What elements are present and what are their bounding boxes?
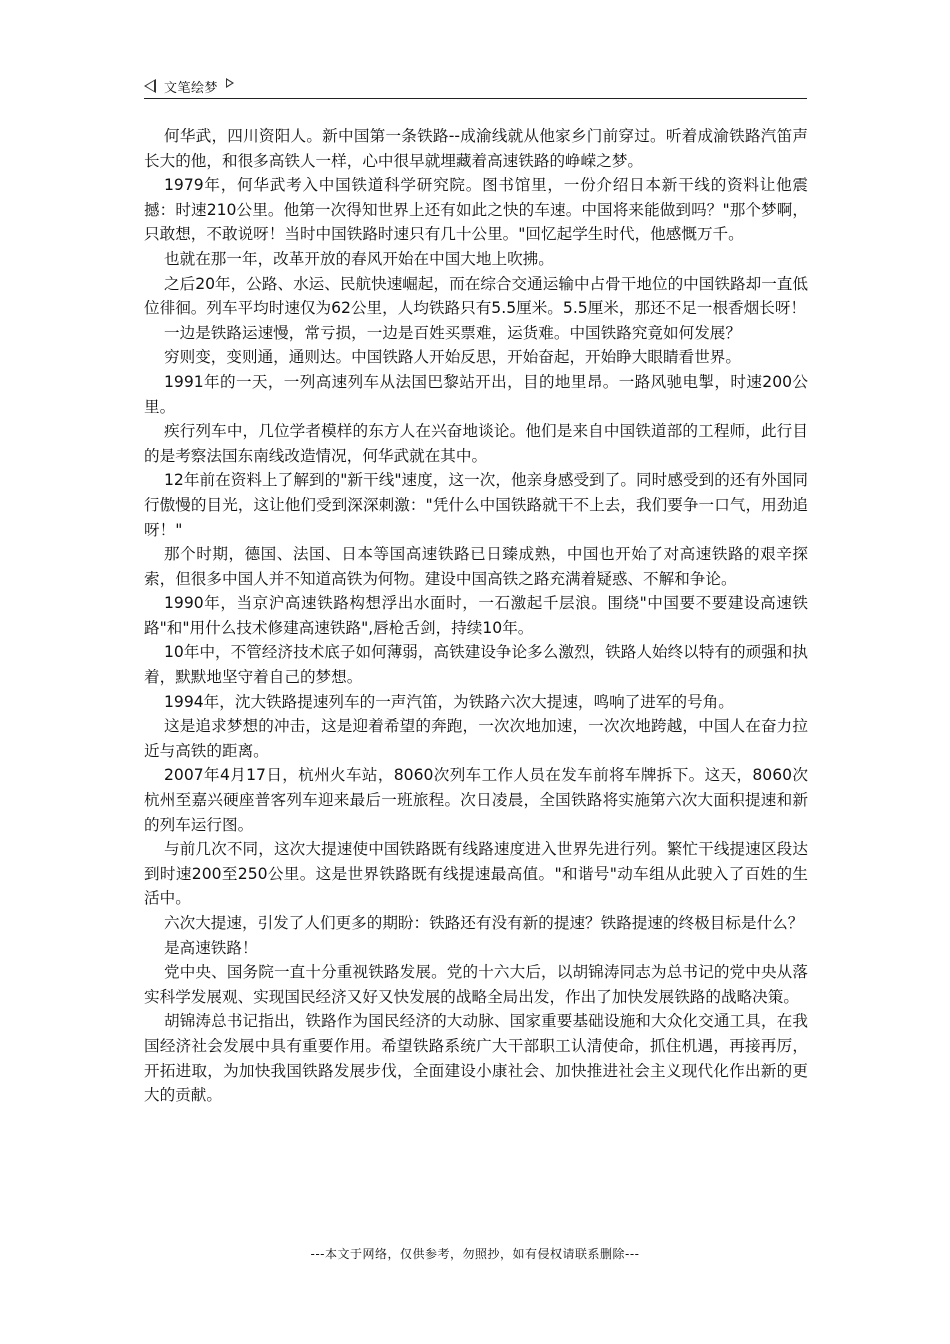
paragraph: 胡锦涛总书记指出，铁路作为国民经济的大动脉、国家重要基础设施和大众化交通工具，在我国经济社会发展中具有重要作用。希望铁路系统广大干部职工认清使命，抓住机遇，再接再厉，开拓进取，为加快我国铁路发展步伐，全面建设小康社会、加快推进社会主义现代化作出新的更大的贡献。: [144, 1012, 808, 1105]
paragraph: 那个时期，德国、法国、日本等国高速铁路已日臻成熟，中国也开始了对高速铁路的艰辛探索，但很多中国人并不知道高铁为何物。建设中国高铁之路充满着疑惑、不解和争论。: [144, 545, 808, 588]
left-triangle-icon: [144, 79, 156, 93]
paragraph: 疾行列车中，几位学者模样的东方人在兴奋地谈论。他们是来自中国铁道部的工程师，此行目的是考察法国东南线改造情况，何华武就在其中。: [144, 422, 808, 465]
right-triangle-icon: [226, 78, 234, 88]
paragraph: 穷则变，变则通，通则达。中国铁路人开始反思，开始奋起，开始睁大眼睛看世界。: [164, 348, 741, 367]
paragraph: 党中央、国务院一直十分重视铁路发展。党的十六大后，以胡锦涛同志为总书记的党中央从落实科学发展观、实现国民经济又好又快发展的战略全局出发，作出了加快发展铁路的战略决策。: [144, 963, 808, 1006]
header-title: 文笔绘梦: [164, 80, 219, 96]
paragraph: 也就在那一年，改革开放的春风开始在中国大地上吹拂。: [164, 249, 554, 268]
footer-disclaimer: ---本文于网络，仅供参考，勿照抄，如有侵权请联系删除---: [310, 1247, 640, 1261]
paragraph: 1994年，沈大铁路提速列车的一声汽笛，为铁路六次大提速，鸣响了进军的号角。: [164, 692, 734, 711]
article-body: [144, 124, 808, 1108]
paragraph: 一边是铁路运速慢，常亏损，一边是百姓买票难，运货难。中国铁路究竟如何发展？: [164, 323, 741, 342]
paragraph: 10年中，不管经济技术底子如何薄弱，高铁建设争论多么激烈，铁路人始终以特有的顽强和执着，默默地坚守着自己的梦想。: [144, 643, 808, 687]
paragraph: 六次大提速，引发了人们更多的期盼：铁路还有没有新的提速？铁路提速的终极目标是什么？: [164, 914, 804, 932]
paragraph: 12年前在资料上了解到的"新干线"速度，这一次，他亲身感受到了。同时感受到的还有外国同行傲慢的目光，这让他们受到深深刺激："凭什么中国铁路就干不上去，我们要争一口气，用劲追呀！": [144, 471, 808, 539]
paragraph: 这是追求梦想的冲击，这是迎着希望的奔跑，一次次地加速，一次次地跨越，中国人在奋力拉近与高铁的距离。: [144, 717, 808, 760]
page-header: [144, 74, 807, 99]
paragraph: 与前几次不同，这次大提速使中国铁路既有线路速度进入世界先进行列。繁忙干线提速区段达到时速200至250公里。这是世界铁路既有线提速最高值。"和谐号"动车组从此驶入了百姓的生活中。: [144, 840, 808, 908]
paragraph: 1991年的一天，一列高速列车从法国巴黎站开出，目的地里昂。一路风驰电掣，时速200公里。: [144, 372, 808, 416]
paragraph: 何华武，四川资阳人。新中国第一条铁路--成渝线就从他家乡门前穿过。听着成渝铁路汽笛声长大的他，和很多高铁人一样，心中很早就埋藏着高速铁路的峥嵘之梦。: [144, 127, 808, 170]
paragraph: 1990年，当京沪高速铁路构想浮出水面时，一石激起千层浪。围绕"中国要不要建设高速铁路"和"用什么技术修建高速铁路",唇枪舌剑，持续10年。: [144, 594, 808, 637]
paragraph: 之后20年，公路、水运、民航快速崛起，而在综合交通运输中占骨干地位的中国铁路却一直低位徘徊。列车平均时速仅为62公里，人均铁路只有5.5厘米。5.5厘米，那还不足一根香烟长呀！: [144, 274, 808, 318]
paragraph: 是高速铁路！: [164, 938, 258, 957]
paragraph: 1979年，何华武考入中国铁道科学研究院。图书馆里，一份介绍日本新干线的资料让他震撼：时速210公里。他第一次得知世界上还有如此之快的车速。中国将来能做到吗？"那个梦啊，只敢想，不敢说呀！当时中国铁路时速只有几十公里。"回忆起学生时代，他感慨万千。: [144, 176, 808, 244]
paragraph: 2007年4月17日，杭州火车站，8060次列车工作人员在发车前将车牌拆下。这天，8060次杭州至嘉兴硬座普客列车迎来最后一班旅程。次日凌晨，全国铁路将实施第六次大面积提速和新的列车运行图。: [144, 766, 808, 834]
